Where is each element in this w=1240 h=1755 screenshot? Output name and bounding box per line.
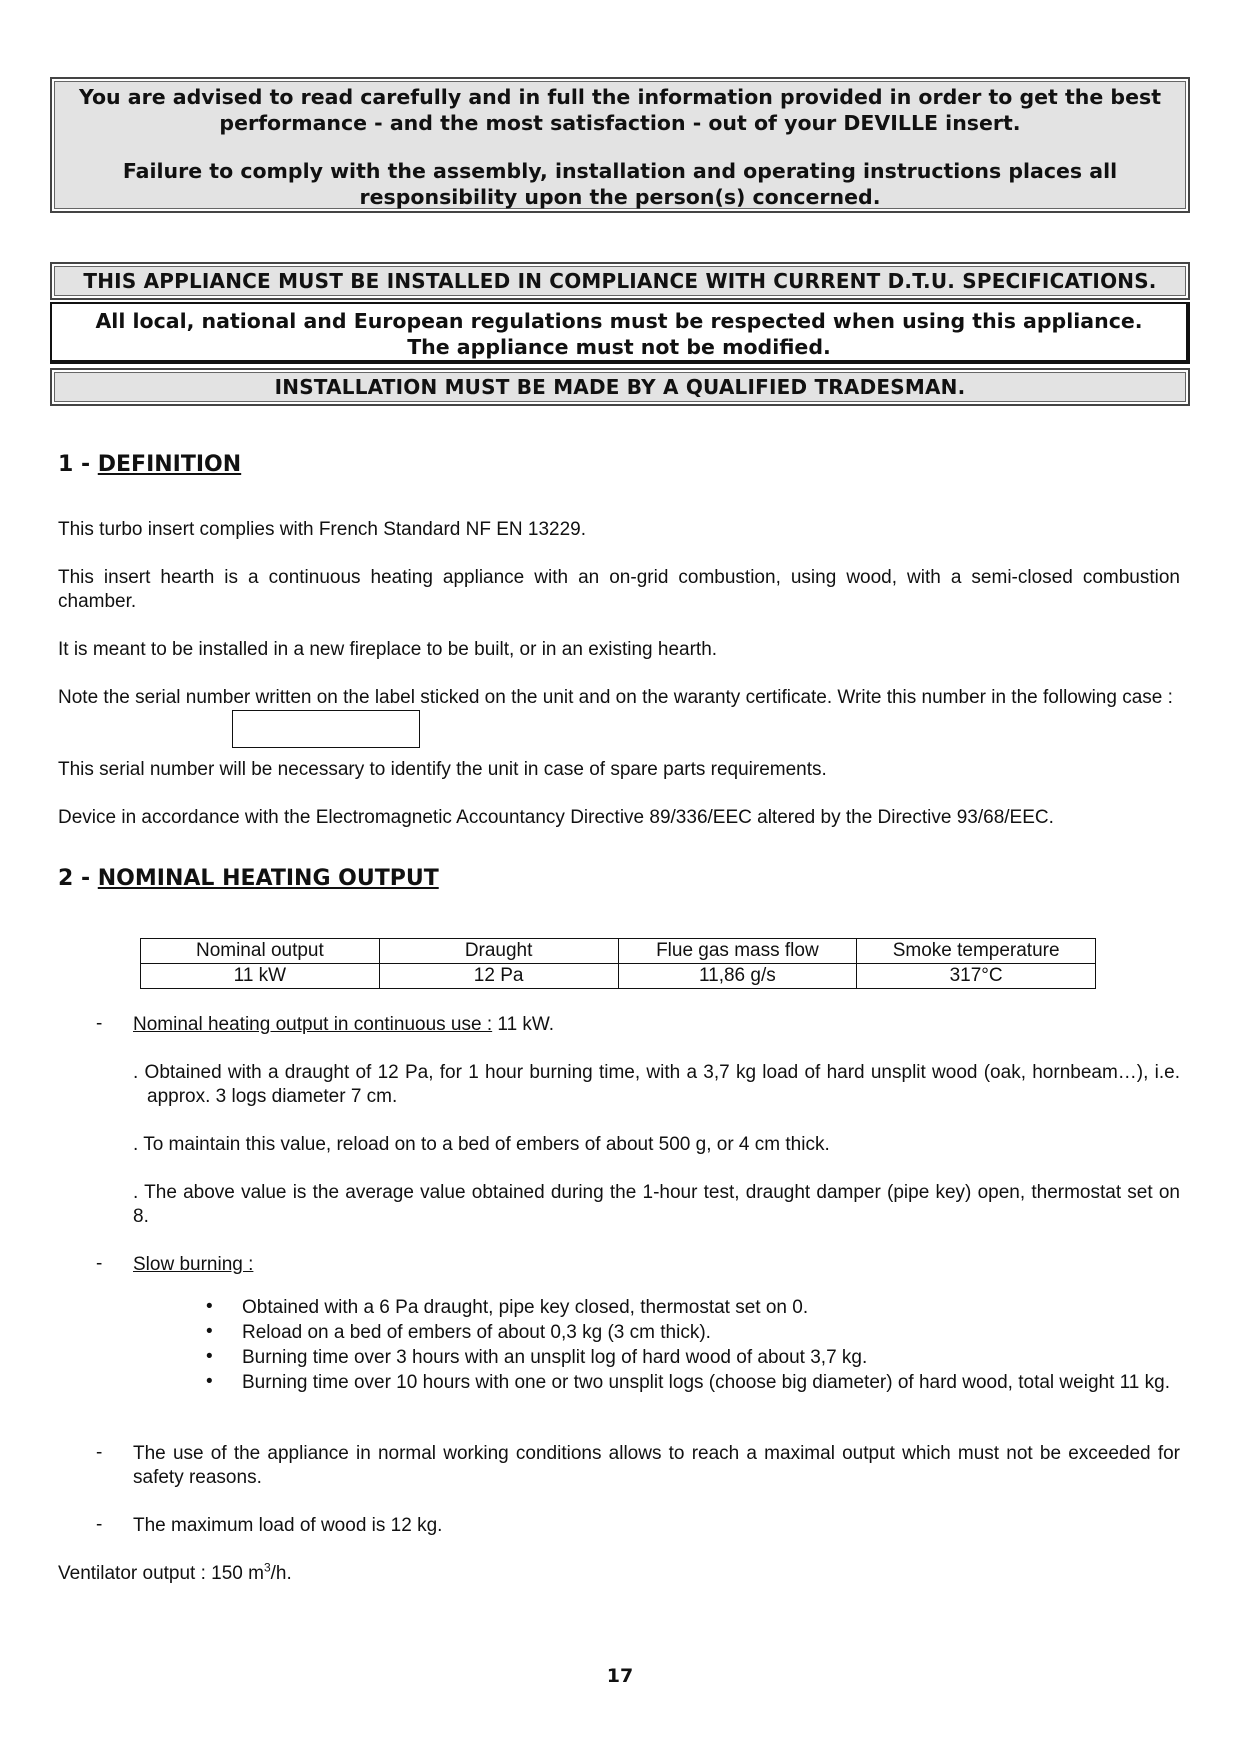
table-header-cell: Smoke temperature <box>857 939 1096 964</box>
bullet-icon: • <box>206 1321 213 1342</box>
ventilator-output-prefix: Ventilator output : 150 m <box>58 1563 264 1584</box>
nominal-output-label: Nominal heating output in continuous use : <box>133 1014 493 1035</box>
table-header-cell: Nominal output <box>141 939 380 964</box>
tradesman-text: INSTALLATION MUST BE MADE BY A QUALIFIED TRADESMAN. <box>274 375 966 399</box>
nominal-note-1: . Obtained with a draught of 12 Pa, for 1 hour burning time, with a 3,7 kg load of hard unsplit wood (oak, hornbeam…), i.e. approx. 3 logs diameter 7 cm. <box>133 1062 1180 1107</box>
ventilator-output-suffix: /h. <box>270 1563 292 1584</box>
table-cell: 11 kW <box>141 964 380 989</box>
list-dash: - <box>96 1013 103 1034</box>
definition-installation: It is meant to be installed in a new fireplace to be built, or in an existing hearth. <box>58 639 718 660</box>
table-cell: 11,86 g/s <box>618 964 857 989</box>
regulations-line-1: All local, national and European regulations must be respected when using this appliance. <box>95 309 1143 333</box>
advice-text: You are advised to read carefully and in full the information provided in order to get the best performance - and the most satisfaction - out of your DEVILLE insert. <box>79 85 1161 135</box>
nominal-note-3: . The above value is the average value obtained during the 1-hour test, draught damper (pipe key) open, thermostat set on 8. <box>133 1182 1180 1227</box>
ventilator-output-exponent: 3 <box>263 1560 271 1575</box>
section-1-number: 1 - <box>58 452 98 477</box>
list-dash: - <box>96 1442 103 1463</box>
nominal-output-item <box>133 1013 1180 1037</box>
section-2-number: 2 - <box>58 866 98 891</box>
tradesman-banner <box>50 368 1190 406</box>
section-2-title: NOMINAL HEATING OUTPUT <box>97 866 439 891</box>
slow-burning-point: Reload on a bed of embers of about 0,3 kg (3 cm thick). <box>242 1322 711 1343</box>
ventilator-output <box>58 1562 292 1586</box>
table-header-cell: Flue gas mass flow <box>618 939 857 964</box>
directive-compliance: Device in accordance with the Electromagnetic Accountancy Directive 89/336/EEC altered by the Directive 93/68/EEC. <box>58 807 1054 828</box>
liability-text: Failure to comply with the assembly, installation and operating instructions places all responsibility upon the person(s) concerned. <box>122 159 1118 209</box>
bullet-icon: • <box>206 1346 213 1367</box>
dtu-compliance-text: THIS APPLIANCE MUST BE INSTALLED IN COMPLIANCE WITH CURRENT D.T.U. SPECIFICATIONS. <box>83 269 1157 293</box>
page-number: 17 <box>606 1665 634 1687</box>
section-1-heading <box>58 452 241 477</box>
definition-description: This insert hearth is a continuous heating appliance with an on-grid combustion, using wood, with a semi-closed combustion chamber. <box>58 567 1180 612</box>
regulations-line-2: The appliance must not be modified. <box>407 335 831 359</box>
table-cell: 12 Pa <box>379 964 618 989</box>
slow-burning-point: Obtained with a 6 Pa draught, pipe key closed, thermostat set on 0. <box>242 1297 809 1318</box>
table-header-cell: Draught <box>379 939 618 964</box>
dtu-compliance-banner <box>50 262 1190 300</box>
advice-notice-box <box>50 77 1190 213</box>
list-dash: - <box>96 1514 103 1535</box>
list-dash: - <box>96 1253 103 1274</box>
table-cell: 317°C <box>857 964 1096 989</box>
maximum-wood-load: The maximum load of wood is 12 kg. <box>133 1515 443 1536</box>
table-header-row <box>141 939 1096 964</box>
serial-number-box <box>232 710 420 748</box>
definition-standard: This turbo insert complies with French Standard NF EN 13229. <box>58 519 587 540</box>
serial-number-instruction: Note the serial number written on the label sticked on the unit and on the waranty certificate. Write this number in the following case : <box>58 687 1173 708</box>
bullet-icon: • <box>206 1296 213 1317</box>
bullet-icon: • <box>206 1371 213 1392</box>
nominal-note-2: . To maintain this value, reload on to a bed of embers of about 500 g, or 4 cm thick. <box>133 1134 830 1155</box>
serial-number-purpose: This serial number will be necessary to identify the unit in case of spare parts requirements. <box>58 759 827 780</box>
regulations-box <box>50 302 1190 364</box>
slow-burning-point: Burning time over 10 hours with one or two unsplit logs (choose big diameter) of hard wood, total weight 11 kg. <box>242 1372 1170 1393</box>
maximal-output-warning: The use of the appliance in normal working conditions allows to reach a maximal output which must not be exceeded for safety reasons. <box>133 1443 1180 1488</box>
table-row <box>141 964 1096 989</box>
slow-burning-label: Slow burning : <box>133 1254 254 1275</box>
section-1-title: DEFINITION <box>97 452 242 477</box>
section-2-heading <box>58 866 439 891</box>
slow-burning-point: Burning time over 3 hours with an unsplit log of hard wood of about 3,7 kg. <box>242 1347 868 1368</box>
output-spec-table <box>140 938 1096 989</box>
nominal-output-value: 11 kW. <box>492 1014 555 1035</box>
